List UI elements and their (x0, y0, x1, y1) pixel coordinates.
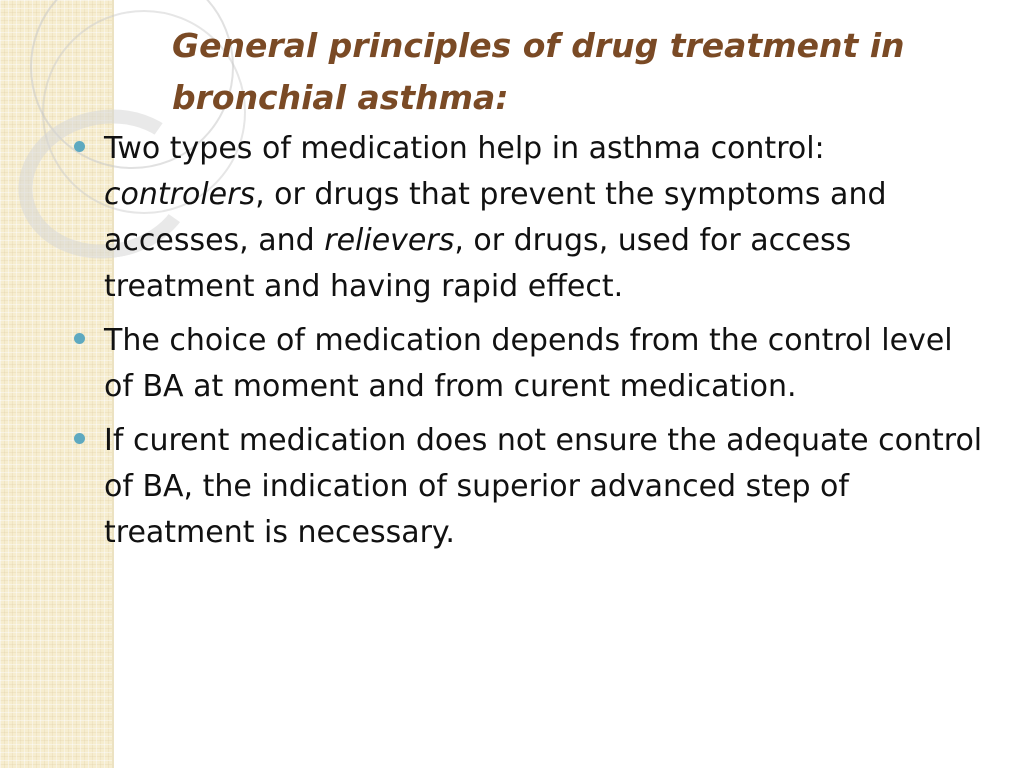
bullet-item (74, 318, 984, 410)
bullet-text: If curent medication does not ensure the adequate control of BA, the indication of superior advanced step of treatment is necessary. (104, 423, 983, 550)
bullet-dot-icon (74, 141, 85, 152)
bullet-dot-icon (74, 333, 85, 344)
bullet-text-segment: Two types of medication help in asthma control: (104, 131, 825, 166)
bullet-text-segment: , or drugs, used for access treatment and having rapid effect. (104, 223, 852, 304)
term-relievers: relievers (324, 223, 455, 258)
bullet-text: The choice of medication depends from the control level of BA at moment and from curent medication. (104, 323, 953, 404)
term-controlers: controlers (104, 177, 256, 212)
bullet-text-segment: , or drugs that prevent the symptoms and accesses, and (104, 177, 887, 258)
slide-title: General principles of drug treatment in bronchial asthma: (172, 26, 905, 117)
bullet-text (104, 131, 887, 304)
bullet-list (74, 126, 984, 564)
bullet-item (74, 126, 984, 310)
bullet-dot-icon (74, 433, 85, 444)
bullet-item (74, 418, 984, 556)
